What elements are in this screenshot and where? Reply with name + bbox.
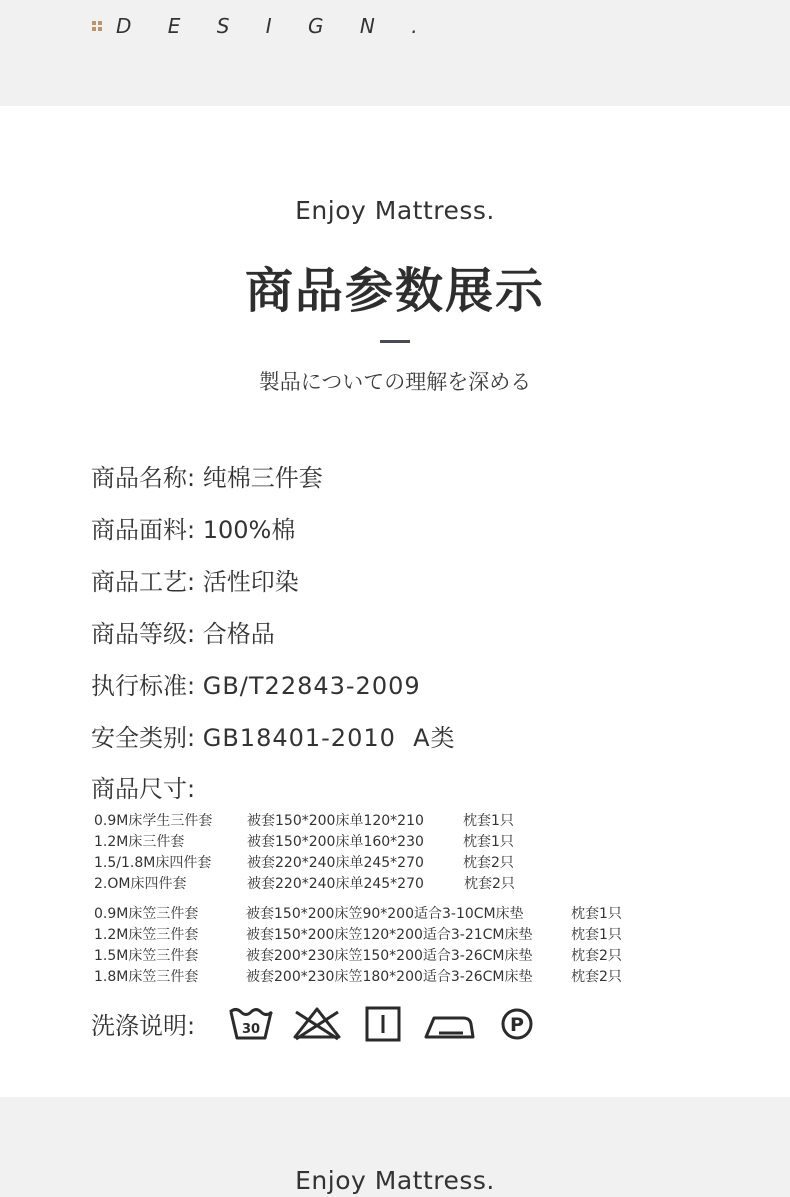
design-word: D E S I G N . — [116, 14, 433, 38]
spec-label: 安全类别: — [91, 724, 196, 752]
design-header — [92, 14, 433, 38]
spec-label: 执行标准: — [91, 672, 196, 700]
dots-icon — [92, 21, 102, 31]
spec-label: 商品工艺: — [91, 568, 196, 596]
spec-craft-row — [91, 562, 299, 597]
spec-size-label: 商品尺寸: — [91, 775, 196, 803]
size-pillow: 枕套2只 — [463, 855, 514, 871]
size-set: 1.8M床笠三件套 — [94, 969, 199, 985]
spec-safety-row — [91, 718, 456, 753]
size-pillow: 枕套2只 — [571, 948, 622, 964]
spec-grade-row — [91, 614, 275, 649]
size-dims: 被套150*200床笠120*200适合3-21CM床垫 — [246, 927, 533, 943]
size-dims: 被套150*200床单120*210 — [247, 813, 424, 829]
size-dims: 被套150*200床单160*230 — [247, 834, 424, 850]
footer-en-title: Enjoy Mattress. — [295, 1166, 495, 1195]
title-divider — [380, 340, 410, 343]
size-dims: 被套200*230床笠150*200适合3-26CM床垫 — [246, 948, 533, 964]
size-pillow: 枕套2只 — [571, 969, 622, 985]
spec-value: 活性印染 — [202, 568, 299, 596]
spec-value: GB18401-2010 A类 — [202, 724, 456, 752]
size-set: 1.2M床三件套 — [94, 834, 185, 850]
size-set: 1.5M床笠三件套 — [94, 948, 199, 964]
size-set: 1.2M床笠三件套 — [94, 927, 199, 943]
size-set: 2.OM床四件套 — [94, 876, 187, 892]
spec-label: 商品面料: — [91, 516, 196, 544]
size-set: 0.9M床笠三件套 — [94, 906, 199, 922]
spec-standard-row — [91, 666, 421, 701]
spec-value: 纯棉三件套 — [202, 464, 323, 492]
spec-fabric-row — [91, 510, 295, 545]
size-pillow: 枕套1只 — [571, 927, 622, 943]
svg-text:P: P — [510, 1014, 524, 1036]
spec-label: 商品名称: — [91, 464, 196, 492]
hero-cn-title: 商品参数展示 — [244, 263, 545, 319]
size-dims: 被套220*240床单245*270 — [247, 855, 424, 871]
spec-label: 商品等级: — [91, 620, 196, 648]
hero-en-title: Enjoy Mattress. — [295, 196, 495, 225]
size-pillow: 枕套1只 — [463, 813, 514, 829]
size-dims: 被套220*240床单245*270 — [247, 876, 424, 892]
size-dims: 被套200*230床笠180*200适合3-26CM床垫 — [246, 969, 533, 985]
spec-value: 100%棉 — [202, 516, 296, 544]
no-bleach-icon — [291, 1004, 343, 1042]
size-dims: 被套150*200床笠90*200适合3-10CM床垫 — [246, 906, 524, 922]
spec-value: GB/T22843-2009 — [202, 672, 421, 700]
wash-temp: 30 — [241, 1022, 261, 1037]
hero-jp-subtitle: 製品についての理解を深める — [258, 370, 532, 394]
size-pillow: 枕套2只 — [464, 876, 515, 892]
iron-low-icon — [423, 1004, 475, 1042]
wash-30-icon — [228, 1004, 274, 1042]
spec-name-row — [91, 458, 323, 493]
size-set: 1.5/1.8M床四件套 — [94, 855, 212, 871]
washing-label: 洗涤说明: — [91, 1012, 196, 1040]
tumble-dry-line-icon — [364, 1004, 402, 1042]
size-set: 0.9M床学生三件套 — [94, 813, 213, 829]
size-pillow: 枕套1只 — [571, 906, 622, 922]
spec-value: 合格品 — [202, 620, 275, 648]
dry-clean-p-icon — [499, 1004, 535, 1042]
size-pillow: 枕套1只 — [463, 834, 514, 850]
